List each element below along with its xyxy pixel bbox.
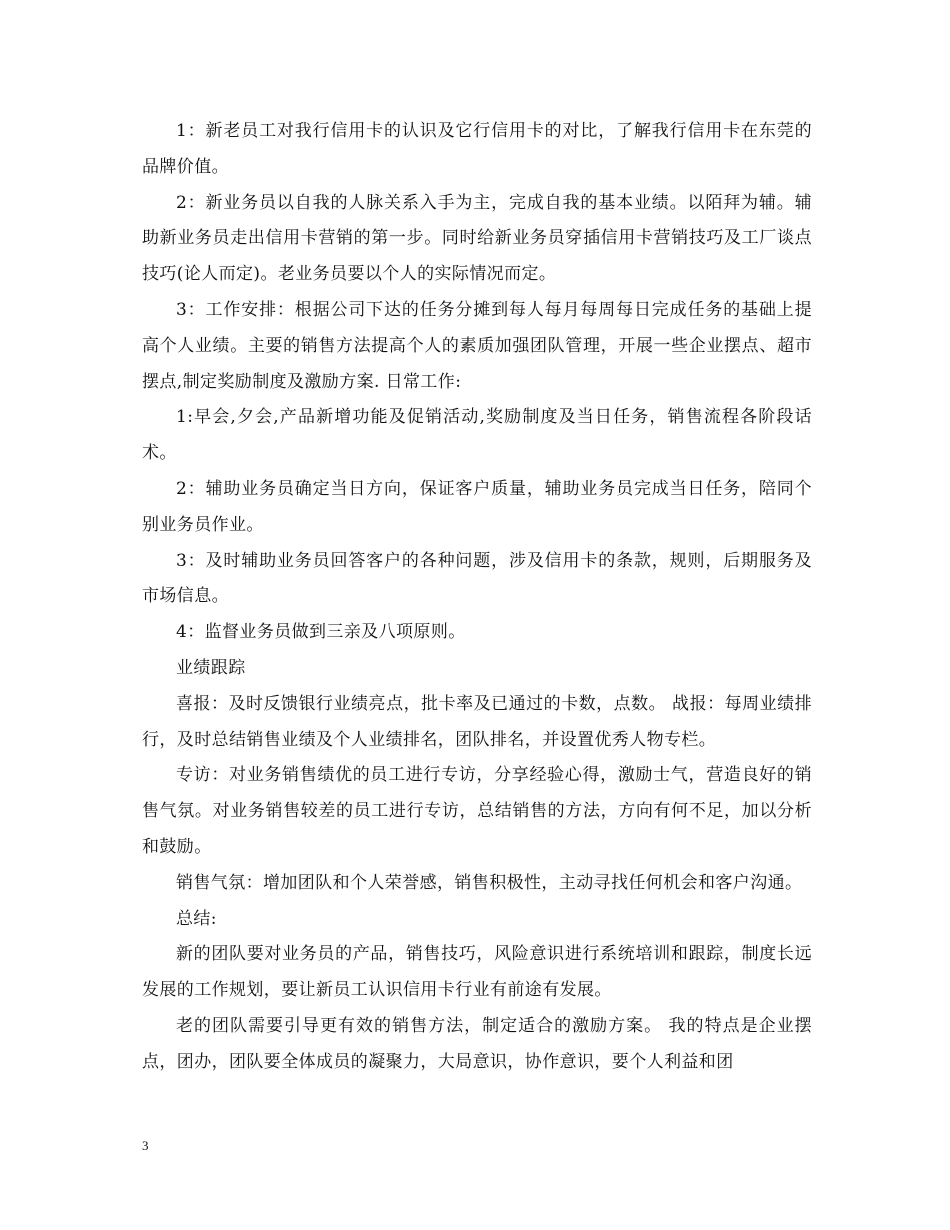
document-body bbox=[142, 114, 812, 1081]
paragraph: 2：新业务员以自我的人脉关系入手为主，完成自我的基本业绩。以陌拜为辅。辅助新业务员走出信用卡营销的第一步。同时给新业务员穿插信用卡营销技巧及工厂谈点技巧(论人而定)。老业务员要以个人的实际情况而定。 bbox=[142, 192, 812, 285]
paragraph: 1：新老员工对我行信用卡的认识及它行信用卡的对比，了解我行信用卡在东莞的品牌价值。 bbox=[142, 121, 812, 177]
paragraph: 1:早会,夕会,产品新增功能及促销活动,奖励制度及当日任务，销售流程各阶段话术。 bbox=[142, 407, 812, 464]
paragraph: 3：及时辅助业务员回答客户的各种问题，涉及信用卡的条款，规则，后期服务及市场信息。 bbox=[142, 550, 812, 607]
paragraph: 销售气氛：增加团队和个人荣誉感，销售积极性，主动寻找任何机会和客户沟通。 bbox=[176, 872, 803, 893]
paragraph: 专访：对业务销售绩优的员工进行专访，分享经验心得，激励士气，营造良好的销售气氛。对业务销售较差的员工进行专访，总结销售的方法，方向有何不足，加以分析和鼓励。 bbox=[142, 765, 812, 857]
paragraph: 老的团队需要引导更有效的销售方法，制定适合的激励方案。 我的特点是企业摆点，团办，团队要全体成员的凝聚力，大局意识，协作意识，要个人利益和团 bbox=[142, 1015, 812, 1072]
section-heading: 总结: bbox=[176, 908, 217, 929]
paragraph: 新的团队要对业务员的产品，销售技巧，风险意识进行系统培训和跟踪，制度长远发展的工作规划，要让新员工认识信用卡行业有前途有发展。 bbox=[142, 944, 812, 1001]
section-heading: 业绩跟踪 bbox=[176, 657, 246, 678]
paragraph: 2：辅助业务员确定当日方向，保证客户质量，辅助业务员完成当日任务，陪同个别业务员作业。 bbox=[142, 478, 812, 535]
paragraph: 4：监督业务员做到三亲及八项原则。 bbox=[176, 622, 466, 643]
paragraph: 3：工作安排：根据公司下达的任务分摊到每人每月每周每日完成任务的基础上提高个人业绩。主要的销售方法提高个人的素质加强团队管理，开展一些企业摆点、超市摆点,制定奖励制度及激励方案. 日常工作: bbox=[142, 299, 812, 392]
page-number: 3 bbox=[142, 1138, 149, 1153]
paragraph: 喜报：及时反馈银行业绩亮点，批卡率及已通过的卡数，点数。 战报：每周业绩排行，及时总结销售业绩及个人业绩排名，团队排名，并设置优秀人物专栏。 bbox=[142, 693, 812, 750]
